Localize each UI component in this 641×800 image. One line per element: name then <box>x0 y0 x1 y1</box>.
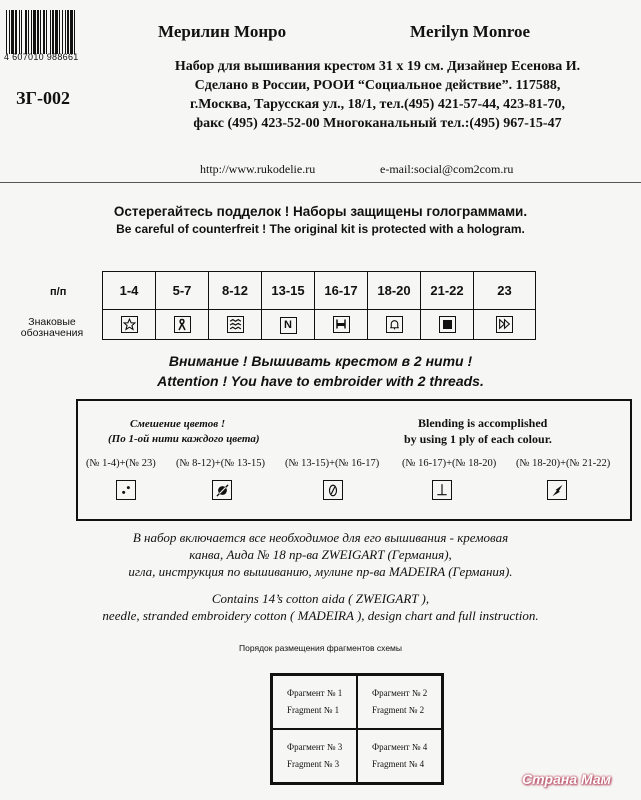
attention-en: Attention ! You have to embroider with 2 threads. <box>157 373 484 389</box>
h-bar-icon <box>333 316 350 333</box>
product-code: ЗГ-002 <box>16 88 70 108</box>
fragment-cell <box>357 675 442 729</box>
range-cell: 13-15 <box>262 272 315 310</box>
barcode-bar <box>74 10 75 54</box>
fragment-cell <box>272 729 357 783</box>
symbol-label-line: Знаковые <box>28 316 76 328</box>
range-cell: 18-20 <box>368 272 421 310</box>
fragment-label-en: Fragment № 4 <box>372 759 425 769</box>
fragment-label-ru: Фрагмент № 2 <box>372 688 428 698</box>
oval-slash-icon <box>323 480 343 500</box>
range-cell: 23 <box>474 272 536 310</box>
title-ru: Мерилин Монро <box>158 22 287 41</box>
dots-icon <box>116 480 136 500</box>
divider <box>0 182 641 183</box>
symbol-cell <box>315 310 368 340</box>
info-line: факс (495) 423-52-00 Многоканальный тел.:(495) 967-15-47 <box>193 116 562 131</box>
warning-en: Be careful of counterfreit ! The original kit is protected with a hologram. <box>116 222 525 236</box>
barcode-number: 4 607010 988661 <box>4 52 79 62</box>
symbol-cell <box>156 310 209 340</box>
info-line: г.Москва, Тарусская ул., 18/1, тел.(495) 421-57-44, 423-81-70, <box>190 97 565 112</box>
info-line: Набор для вышивания крестом 31 х 19 см. Дизайнер Есенова И. <box>174 59 581 74</box>
symbol-cell <box>103 310 156 340</box>
website-link[interactable]: http://www.rukodelie.ru <box>200 162 316 176</box>
symbol-cell <box>209 310 262 340</box>
symbol-label-line: обозначения <box>20 327 84 339</box>
attention-ru: Внимание ! Вышивать крестом в 2 нити ! <box>168 353 473 369</box>
symbol-cell <box>368 310 421 340</box>
fragment-label-ru: Фрагмент № 1 <box>287 688 343 698</box>
symbol-cell <box>421 310 474 340</box>
fragment-grid <box>270 673 444 785</box>
symbol-cell <box>262 310 315 340</box>
filled-square-icon <box>439 316 456 333</box>
watermark-logo: Страна Мам <box>522 771 612 787</box>
symbol-cell <box>474 310 536 340</box>
email-link[interactable]: e-mail:social@com2com.ru <box>380 162 514 176</box>
fragment-label-en: Fragment № 1 <box>287 705 340 715</box>
symbol-label <box>8 317 96 339</box>
range-cell: 21-22 <box>421 272 474 310</box>
row-label: п/п <box>50 286 67 298</box>
filled-circle-slash-icon <box>212 480 232 500</box>
range-cell: 8-12 <box>209 272 262 310</box>
info-line: Сделано в России, РООИ “Социальное действие”. 117588, <box>194 78 561 93</box>
star-icon <box>121 316 138 333</box>
blending-subtitle-ru: (По 1-ой нити каждого цвета) <box>108 433 260 445</box>
fragment-label-ru: Фрагмент № 4 <box>372 742 428 752</box>
warning-ru: Остерегайтесь подделок ! Наборы защищены голограммами. <box>113 204 528 219</box>
blend-label: (№ 18-20)+(№ 21-22) <box>516 458 611 469</box>
blending-title-ru: Смешение цветов ! <box>130 418 226 430</box>
blend-label: (№ 16-17)+(№ 18-20) <box>402 458 497 469</box>
blend-label: (№ 8-12)+(№ 13-15) <box>176 458 265 469</box>
contents-en-line: Contains 14’s cotton aida ( ZWEIGART ), <box>211 591 430 606</box>
symbol-table <box>102 271 536 340</box>
fragment-label-en: Fragment № 3 <box>287 759 340 769</box>
fragment-label-ru: Фрагмент № 3 <box>287 742 343 752</box>
range-cell: 16-17 <box>315 272 368 310</box>
range-cell: 5-7 <box>156 272 209 310</box>
ribbon-icon <box>174 316 191 333</box>
contents-ru-line: канва, Аида № 18 пр-ва ZWEIGART (Германия), <box>189 547 452 562</box>
contents-ru-line: В набор включается все необходимое для его вышивания - кремовая <box>132 530 509 545</box>
fragment-order-title: Порядок размещения фрагментов схемы <box>239 643 402 653</box>
letter-n-icon: N <box>280 317 297 334</box>
range-cell: 1-4 <box>103 272 156 310</box>
blend-label: (№ 13-15)+(№ 16-17) <box>285 458 380 469</box>
blend-label: (№ 1-4)+(№ 23) <box>86 458 156 469</box>
contents-en-line: needle, stranded embroidery cotton ( MADEIRA ), design chart and full instruction. <box>102 608 539 623</box>
double-triangle-icon <box>496 316 513 333</box>
blending-subtitle-en: by using 1 ply of each colour. <box>404 432 552 446</box>
bell-icon <box>386 316 403 333</box>
fragment-cell <box>357 729 442 783</box>
fragment-cell <box>272 675 357 729</box>
waves-icon <box>227 316 244 333</box>
barcode <box>6 10 98 54</box>
lightning-icon <box>547 480 567 500</box>
publisher-info <box>120 57 635 133</box>
title-en: Merilyn Monroe <box>410 22 531 41</box>
up-tack-icon <box>432 480 452 500</box>
fragment-label-en: Fragment № 2 <box>372 705 425 715</box>
contents-ru-line: игла, инструкция по вышиванию, мулине пр-ва MADEIRA (Германия). <box>128 564 513 579</box>
blending-title-en: Blending is accomplished <box>418 416 548 430</box>
